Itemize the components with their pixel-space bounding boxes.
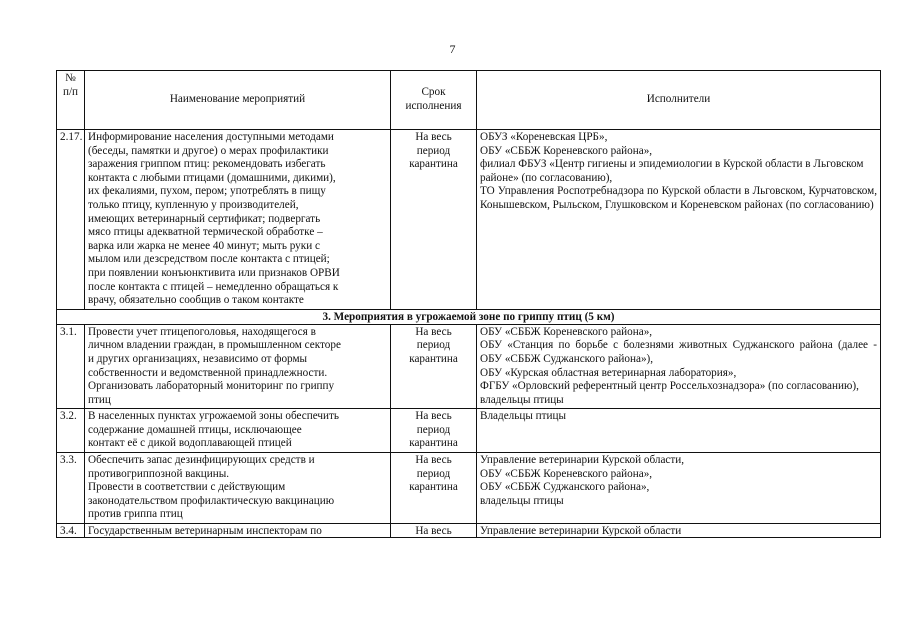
row-term: На весь период карантина	[391, 130, 477, 310]
measures-table	[56, 70, 881, 538]
executor-line: владельцы птицы	[480, 393, 564, 406]
name-line: и других организациях, независимо от формы	[88, 352, 308, 365]
executor-line: ОБУ «Курская областная ветеринарная лаборатория»,	[480, 366, 737, 379]
table-row	[57, 324, 881, 409]
name-line: после контакта с птицей – немедленно обращаться к	[88, 280, 339, 293]
row-num: 3.2.	[57, 409, 85, 453]
row-name	[85, 453, 391, 524]
name-line: Государственным ветеринарным инспекторам по	[88, 525, 322, 537]
name-line: контакта с любыми птицами (домашними, дикими),	[88, 171, 336, 184]
executor-line: владельцы птицы	[480, 494, 564, 507]
name-line: законодательством профилактическую вакцинацию	[88, 494, 335, 507]
name-line: Обеспечить запас дезинфицирующих средств и	[88, 454, 315, 467]
row-executors	[477, 524, 881, 538]
name-line: (беседы, памятки и другое) о мерах профилактики	[88, 144, 329, 157]
executor-line: ОБУ «СББЖ Кореневского района»,	[480, 144, 653, 157]
name-line: против гриппа птиц	[88, 508, 183, 521]
name-line: врачу, обязательно сообщив о таком контакте	[88, 294, 304, 307]
name-line: их фекалиями, пухом, пером; употреблять в пищу	[88, 185, 326, 198]
name-line: заражения гриппом птиц: рекомендовать избегать	[88, 158, 326, 171]
executor-line: Управление ветеринарии Курской области,	[480, 454, 685, 467]
name-line: противогриппозной вакцины.	[88, 467, 230, 480]
row-name	[85, 324, 391, 409]
name-line: имеющих ветеринарный сертификат; подвергать	[88, 212, 321, 225]
executor-line: ОБУ «СББЖ Кореневского района»,	[480, 467, 653, 480]
name-line: только птицу, купленную у производителей,	[88, 198, 299, 211]
executor-line: ТО Управления Роспотребнадзора по Курской области в Льговском, Курчатовском, Конышевском, Рыльском, Глушковском и Кореневском районах (по согласованию)	[480, 185, 877, 211]
name-line: Информирование населения доступными методами	[88, 131, 334, 143]
name-line: Провести учет птицепоголовья, находящегося в	[88, 325, 316, 338]
header-name: Наименование мероприятий	[85, 71, 391, 130]
name-line: Организовать лабораторный мониторинг по гриппу	[88, 380, 335, 393]
name-line: контакт её с дикой водоплавающей птицей	[88, 437, 292, 450]
row-executors	[477, 130, 881, 310]
row-num: 3.1.	[57, 324, 85, 409]
name-line: личном владении граждан, в промышленном секторе	[88, 339, 341, 352]
row-name	[85, 130, 391, 310]
table-header-row	[57, 71, 881, 130]
row-name	[85, 524, 391, 538]
name-line: содержание домашней птицы, исключающее	[88, 423, 302, 436]
page-number: 7	[449, 42, 456, 56]
executor-line: ОБУЗ «Кореневская ЦРБ»,	[480, 131, 608, 143]
header-num: № п/п	[57, 71, 85, 130]
header-executors: Исполнители	[477, 71, 881, 130]
row-executors	[477, 409, 881, 453]
section-row	[57, 309, 881, 324]
executor-line: ОБУ «СББЖ Суджанского района»,	[480, 481, 650, 494]
name-line: собственности и ведомственной принадлежности.	[88, 366, 328, 379]
row-term: На весь период карантина	[391, 453, 477, 524]
row-term: На весь период карантина	[391, 324, 477, 409]
name-line: мясо птицы адекватной термической обработке –	[88, 226, 323, 239]
row-term: На весь период карантина	[391, 409, 477, 453]
executor-line: Управление ветеринарии Курской области	[480, 525, 682, 537]
name-line: при появлении конъюнктивита или признаков ОРВИ	[88, 266, 340, 279]
executor-line: ОБУ «СББЖ Кореневского района»,	[480, 325, 653, 338]
row-executors	[477, 453, 881, 524]
table-row	[57, 453, 881, 524]
name-line: мылом или дезсредством после контакта с птицей;	[88, 253, 330, 266]
name-line: птиц	[88, 393, 111, 406]
name-line: Провести в соответствии с действующим	[88, 481, 286, 494]
row-executors	[477, 324, 881, 409]
header-term: Срок исполнения	[391, 71, 477, 130]
executor-line: Владельцы птицы	[480, 410, 567, 423]
executor-line: ФГБУ «Орловский референтный центр Россельхознадзора» (по согласованию),	[480, 380, 859, 393]
table-row	[57, 524, 881, 538]
row-num: 2.17.	[57, 130, 85, 310]
table-row	[57, 409, 881, 453]
row-term-text: На весь	[415, 525, 452, 537]
row-term	[391, 524, 477, 538]
section-title: 3. Мероприятия в угрожаемой зоне по гриппу птиц (5 км)	[57, 309, 881, 324]
name-line: В населенных пунктах угрожаемой зоны обеспечить	[88, 410, 340, 423]
row-num-text: 3.4.	[60, 525, 77, 537]
row-num	[57, 524, 85, 538]
name-line: варка или жарка не менее 40 минут; мыть руки с	[88, 239, 320, 252]
table-row	[57, 130, 881, 310]
row-num: 3.3.	[57, 453, 85, 524]
executor-line: ОБУ «Станция по борьбе с болезнями животных Суджанского района (далее - ОБУ «СББЖ Суджанского района»),	[480, 339, 877, 365]
executor-line: филиал ФБУЗ «Центр гигиены и эпидемиологии в Курской области в Льговском районе» (по согласованию),	[480, 158, 864, 184]
row-name	[85, 409, 391, 453]
